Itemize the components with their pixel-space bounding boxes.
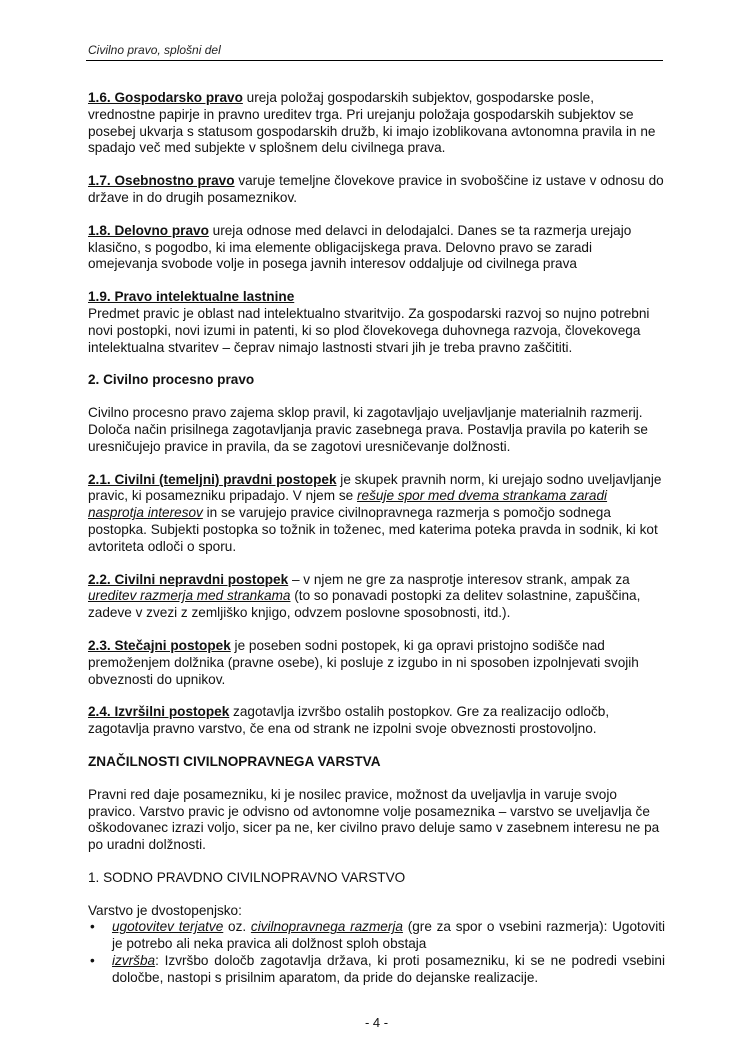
paragraph xyxy=(88,405,665,455)
body-text: ureja položaj gospodarskih subjektov, gospodarske posle, vrednostne papirje in pravno ureditev trga. Pri urejanju položaja gospodarskih subjektov se posebej ukvarja s statusom gospodarskih družb, ki imajo izoblikovana avtonomna pravila in ne spadajo več med subjekte v splošnem delu civilnega prava. xyxy=(88,90,656,156)
bullet-list xyxy=(88,919,665,986)
body-text: Predmet pravic je oblast nad intelektualno stvaritvijo. Za gospodarski razvoj so nujno potrebni novi postopki, novi izumi in patenti, ki so plod človekovega duhovnega razvoja, človekovega intelektualna stvaritev – čeprav nimajo lastnosti stvari jih je treba pravno zaščititi. xyxy=(88,305,650,355)
body-text: je poseben sodni postopek, ki ga opravi pristojno sodišče nad premoženjem dolžnika (pravne osebe), ki posluje z izgubo in ni sposoben izpolnjevati svojih obveznosti do upnikov. xyxy=(88,637,639,687)
paragraphs xyxy=(88,90,665,919)
emphasis-text: civilnopravnega razmerja xyxy=(250,919,403,935)
list-item xyxy=(112,919,665,953)
paragraph xyxy=(88,372,665,389)
body-text: oz. xyxy=(223,919,251,935)
body-text: Civilno procesno pravo zajema sklop pravil, ki zagotavljajo uveljavljanje materialnih razmerij. Določa način prisilnega zagotavljanja pravic zasebnega prava. Postavlja pravila po katerih se uresničujejo pravice in pravila, da se zagotovi uresničevanje dolžnosti. xyxy=(88,405,648,454)
body-text: ureja odnose med delavci in delodajalci. Danes se ta razmerja urejajo klasično, s pogodbo, ki ima elemente obligacijskega prava. Delovno pravo se zaradi omejevanja svobode volje in posega javnih interesov oddaljuje od civilnega prava xyxy=(88,222,632,272)
body-text: : Izvršbo določb zagotavlja država, ki proti posamezniku, ki se ne podredi vsebini določbe, nastopi s prisilnim aparatom, da pride do dejanske realizacije. xyxy=(112,953,665,985)
body-text: zagotavlja izvršbo ostalih postopkov. Gre za realizacijo odločb, zagotavlja pravno varstvo, če ena od strank ne izpolni svoje obveznosti prostovoljno. xyxy=(88,704,610,737)
document-body xyxy=(88,90,665,1051)
emphasis-text: ureditev razmerja med strankama xyxy=(88,588,291,604)
section-heading: 1.9. Pravo intelektualne lastnine xyxy=(88,289,295,305)
paragraph xyxy=(88,903,665,920)
body-text: (gre za spor o vsebini razmerja): Ugotoviti je potrebo ali neka pravica ali dolžnost sploh obstaja xyxy=(112,919,666,952)
body-text: je skupek pravnih norm, ki urejajo sodno uveljavljanje pravic, ki posamezniku pripadajo. V njem se xyxy=(88,471,662,504)
section-heading: 1.7. Osebnostno pravo xyxy=(88,173,235,189)
paragraph xyxy=(88,754,665,771)
emphasis-text: izvršba xyxy=(112,953,156,969)
emphasis-text: ugotovitev terjatve xyxy=(112,919,224,935)
heading: ZNAČILNOSTI CIVILNOPRAVNEGA VARSTVA xyxy=(88,753,381,769)
header-rule xyxy=(86,60,663,61)
page-number: - 4 - xyxy=(364,1014,389,1030)
list-item xyxy=(112,953,665,987)
paragraph xyxy=(88,289,665,356)
heading: 2. Civilno procesno pravo xyxy=(88,372,255,388)
paragraph xyxy=(88,638,665,688)
running-header: Civilno pravo, splošni del xyxy=(88,43,221,57)
section-heading: 2.4. Izvršilni postopek xyxy=(88,704,230,720)
paragraph xyxy=(88,572,665,622)
paragraph xyxy=(88,472,665,556)
paragraph xyxy=(88,870,665,887)
body-text: in se varujejo pravice civilnopravnega razmerja s pomočjo sodnega postopka. Subjekti postopka so tožnik in toženec, med katerima poteka pravda in sodnik, ki kot avtoriteta odloči o sporu. xyxy=(88,505,658,554)
section-heading: 1.8. Delovno pravo xyxy=(88,222,209,238)
paragraph xyxy=(88,787,665,854)
body-text: Varstvo je dvostopenjsko: xyxy=(88,902,242,918)
section-heading: 2.2. Civilni nepravdni postopek xyxy=(88,571,289,587)
section-heading: 2.3. Stečajni postopek xyxy=(88,637,231,653)
body-text: 1. SODNO PRAVDNO CIVILNOPRAVNO VARSTVO xyxy=(88,869,406,885)
section-heading: 1.6. Gospodarsko pravo xyxy=(88,90,243,105)
body-text: – v njem ne gre za nasprotje interesov strank, ampak za xyxy=(288,571,630,587)
paragraph xyxy=(88,90,665,157)
section-heading: 2.1. Civilni (temeljni) pravdni postopek xyxy=(88,471,337,487)
body-text: varuje temeljne človekove pravice in svoboščine iz ustave v odnosu do države in do drugih posameznikov. xyxy=(88,173,664,205)
emphasis-text: rešuje spor med dvema strankama zaradi nasprotja interesov xyxy=(88,488,608,521)
paragraph xyxy=(88,173,665,207)
body-text: (to so ponavadi postopki za delitev solastnine, zapuščina, zadeve v zvezi z zemljiško knjigo, odvzem poslovne sposobnosti, itd.). xyxy=(88,588,641,621)
body-text: Pravni red daje posamezniku, ki je nosilec pravice, možnost da uveljavlja in varuje svojo pravico. Varstvo pravic je odvisno od avtonomne volje posameznika – varstvo se uveljavlja če oškodovanec izrazi voljo, sicer pa ne, ker civilno pravo deluje samo v zasebnem interesu ne pa po uradni dolžnosti. xyxy=(88,786,660,853)
paragraph xyxy=(88,223,665,273)
paragraph xyxy=(88,704,665,738)
